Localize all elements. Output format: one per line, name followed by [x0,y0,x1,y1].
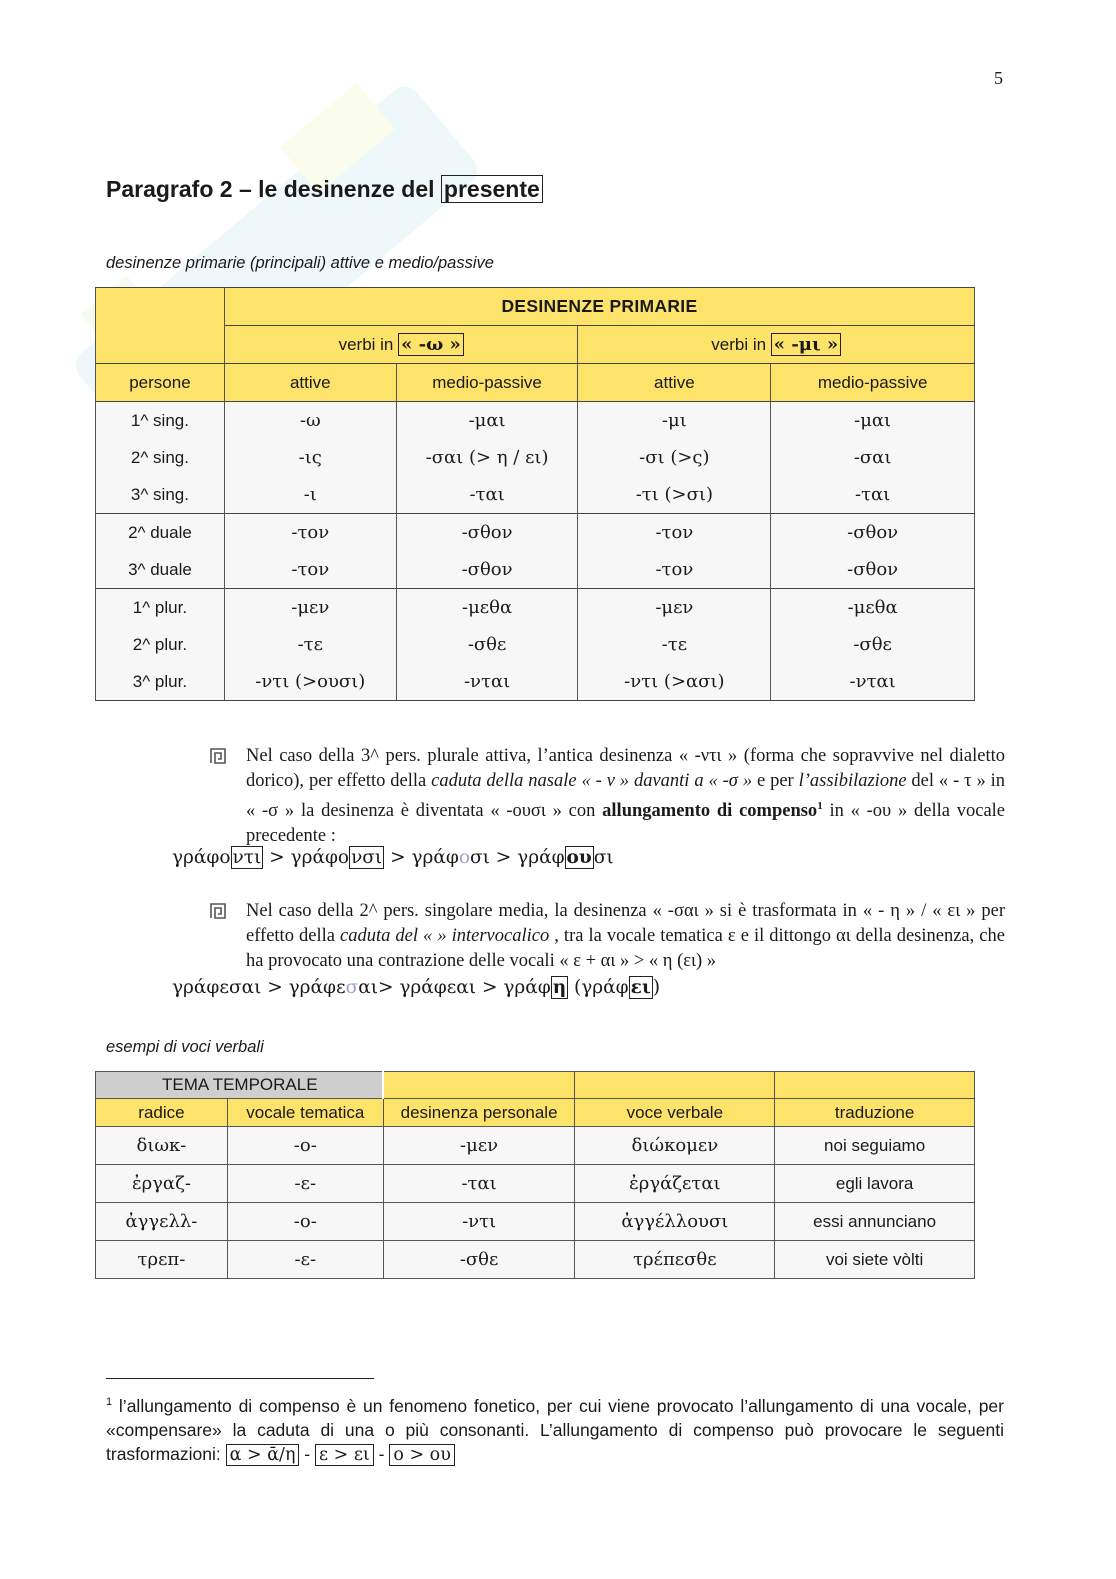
ending-cell: -μι [578,402,771,440]
root-cell: ἀγγελλ- [96,1203,228,1241]
ending-cell: -μεθα [396,589,578,627]
ending-cell: -νται [396,663,578,701]
ending-cell: -σαι (> η / ει) [396,439,578,476]
ending-cell: -ται [383,1165,575,1203]
footnote: $^1$ l’allungamento di compenso è un fenomeno fonetico, per cui viene provocato l’allungamento di una vocale, per «compensare» la caduta di una o più consonanti. L’allungamento di compenso può provocare le seguenti trasformazioni: α > ᾱ/η - ε > ει - ο > ου [106,1395,1004,1465]
ending-cell: -τε [224,626,396,663]
person-cell: 2^ duale [96,514,225,552]
ending-cell: -τον [578,514,771,552]
note-singular-ending: Nel caso della 2^ pers. singolare media, la desinenza « -σαι » si è trasformata in « - η » / « ει » per effetto della caduta del « » intervocalico , tra la vocale tematica ε e il dittongo αι della desinenza, che ha provocato una contrazione delle vocali « ε + αι » > « η (ει) » [210,899,1005,974]
person-cell: 1^ plur. [96,589,225,627]
vowel-cell: -ο- [227,1203,383,1241]
ending-cell: -σθον [771,514,975,552]
example-chain-plural: γράφο ντι > γράφο νσι > γράφοσι > γράφ ου σι [172,847,614,868]
verb-form-cell: τρέπεσθε [575,1241,775,1279]
verb-examples-table [95,1071,975,1279]
table-row [96,589,975,627]
ending-cell: -σθε [383,1241,575,1279]
translation-cell: noi seguiamo [775,1127,975,1165]
person-cell: 3^ duale [96,551,225,589]
ending-cell: -σθον [396,551,578,589]
greek-key-bullet-icon [210,903,226,919]
col-header: voce verbale [575,1099,775,1127]
ending-cell: -σθον [396,514,578,552]
ending-cell: -μεν [383,1127,575,1165]
ending-cell: -σι (>ς) [578,439,771,476]
page-title: Paragrafo 2 – le desinenze del presente [106,176,543,203]
verb-form-cell: ἀγγέλλουσι [575,1203,775,1241]
person-cell: 1^ sing. [96,402,225,440]
transformation-box: ο > ου [389,1444,455,1466]
table-row [96,1165,975,1203]
ending-cell: -σαι [771,439,975,476]
table-row [96,626,975,663]
translation-cell: egli lavora [775,1165,975,1203]
root-cell: τρεπ- [96,1241,228,1279]
ending-cell: -ντι [383,1203,575,1241]
col-header: desinenza personale [383,1099,575,1127]
verb-form-cell: διώκομεν [575,1127,775,1165]
transformation-box: ε > ει [315,1444,374,1466]
table-row [96,514,975,552]
vowel-cell: -ε- [227,1241,383,1279]
ending-cell: -τον [224,514,396,552]
example-chain-singular: γράφεσαι > γράφεσαι> γράφεαι > γράφ η (γράφ ει ) [172,977,661,998]
ending-cell: -τον [224,551,396,589]
verb-form-cell: ἐργάζεται [575,1165,775,1203]
ending-cell: -ω [224,402,396,440]
root-cell: διωκ- [96,1127,228,1165]
table1-title: DESINENZE PRIMARIE [224,288,974,326]
ending-cell: -ι [224,476,396,514]
ending-cell: -ντι (>ουσι) [224,663,396,701]
table2-caption: esempi di voci verbali [106,1038,264,1056]
col-header: attive [224,364,396,402]
translation-cell: essi annunciano [775,1203,975,1241]
group-omega-header: verbi in « -ω » [224,326,578,364]
person-cell: 2^ sing. [96,439,225,476]
ending-cell: -μεθα [771,589,975,627]
table-row [96,402,975,440]
ending-cell: -μεν [578,589,771,627]
col-header: attive [578,364,771,402]
col-header: medio-passive [771,364,975,402]
col-header: persone [96,364,225,402]
ending-cell: -ται [771,476,975,514]
ending-cell: -τι (>σι) [578,476,771,514]
table-row [96,1127,975,1165]
table-row [96,439,975,476]
vowel-cell: -ο- [227,1127,383,1165]
person-cell: 3^ sing. [96,476,225,514]
translation-cell: voi siete vòlti [775,1241,975,1279]
ending-cell: -μαι [396,402,578,440]
table-row [96,663,975,701]
root-cell: ἐργαζ- [96,1165,228,1203]
table1-caption: desinenze primarie (principali) attive e medio/passive [106,254,494,272]
ending-cell: -ις [224,439,396,476]
person-cell: 3^ plur. [96,663,225,701]
table-row [96,1241,975,1279]
ending-cell: -νται [771,663,975,701]
ending-cell: -τε [578,626,771,663]
empty-header [775,1072,975,1099]
table-row [96,551,975,589]
person-cell: 2^ plur. [96,626,225,663]
col-header: medio-passive [396,364,578,402]
ending-cell: -ντι (>ασι) [578,663,771,701]
col-header: traduzione [775,1099,975,1127]
ending-cell: -σθον [771,551,975,589]
table-row [96,476,975,514]
ending-cell: -σθε [771,626,975,663]
ending-cell: -ται [396,476,578,514]
col-header: vocale tematica [227,1099,383,1127]
table-row [96,1203,975,1241]
note-plural-ending: Nel caso della 3^ pers. plurale attiva, l’antica desinenza « -ντι » (forma che sopravvive nel dialetto dorico), per effetto della caduta della nasale « - ν » davanti a « -σ » e per l’assibilazione del « - τ » in « -σ » la desinenza è diventata « -ουσι » con allungamento di compenso$^1$ in « -ου » della vocale precedente : [210,744,1005,849]
ending-cell: -τον [578,551,771,589]
empty-header [575,1072,775,1099]
vowel-cell: -ε- [227,1165,383,1203]
page-number: 5 [994,68,1003,88]
greek-key-bullet-icon [210,748,226,764]
col-header: radice [96,1099,228,1127]
footnote-divider [106,1378,374,1379]
ending-cell: -μαι [771,402,975,440]
ending-cell: -σθε [396,626,578,663]
heading-boxed-word: presente [441,175,543,203]
group-mi-header: verbi in « -μι » [578,326,975,364]
empty-header [383,1072,575,1099]
corner-cell [96,288,225,364]
group-header-tema: TEMA TEMPORALE [96,1072,384,1099]
ending-cell: -μεν [224,589,396,627]
transformation-box: α > ᾱ/η [226,1444,300,1466]
primary-endings-table [95,287,975,701]
